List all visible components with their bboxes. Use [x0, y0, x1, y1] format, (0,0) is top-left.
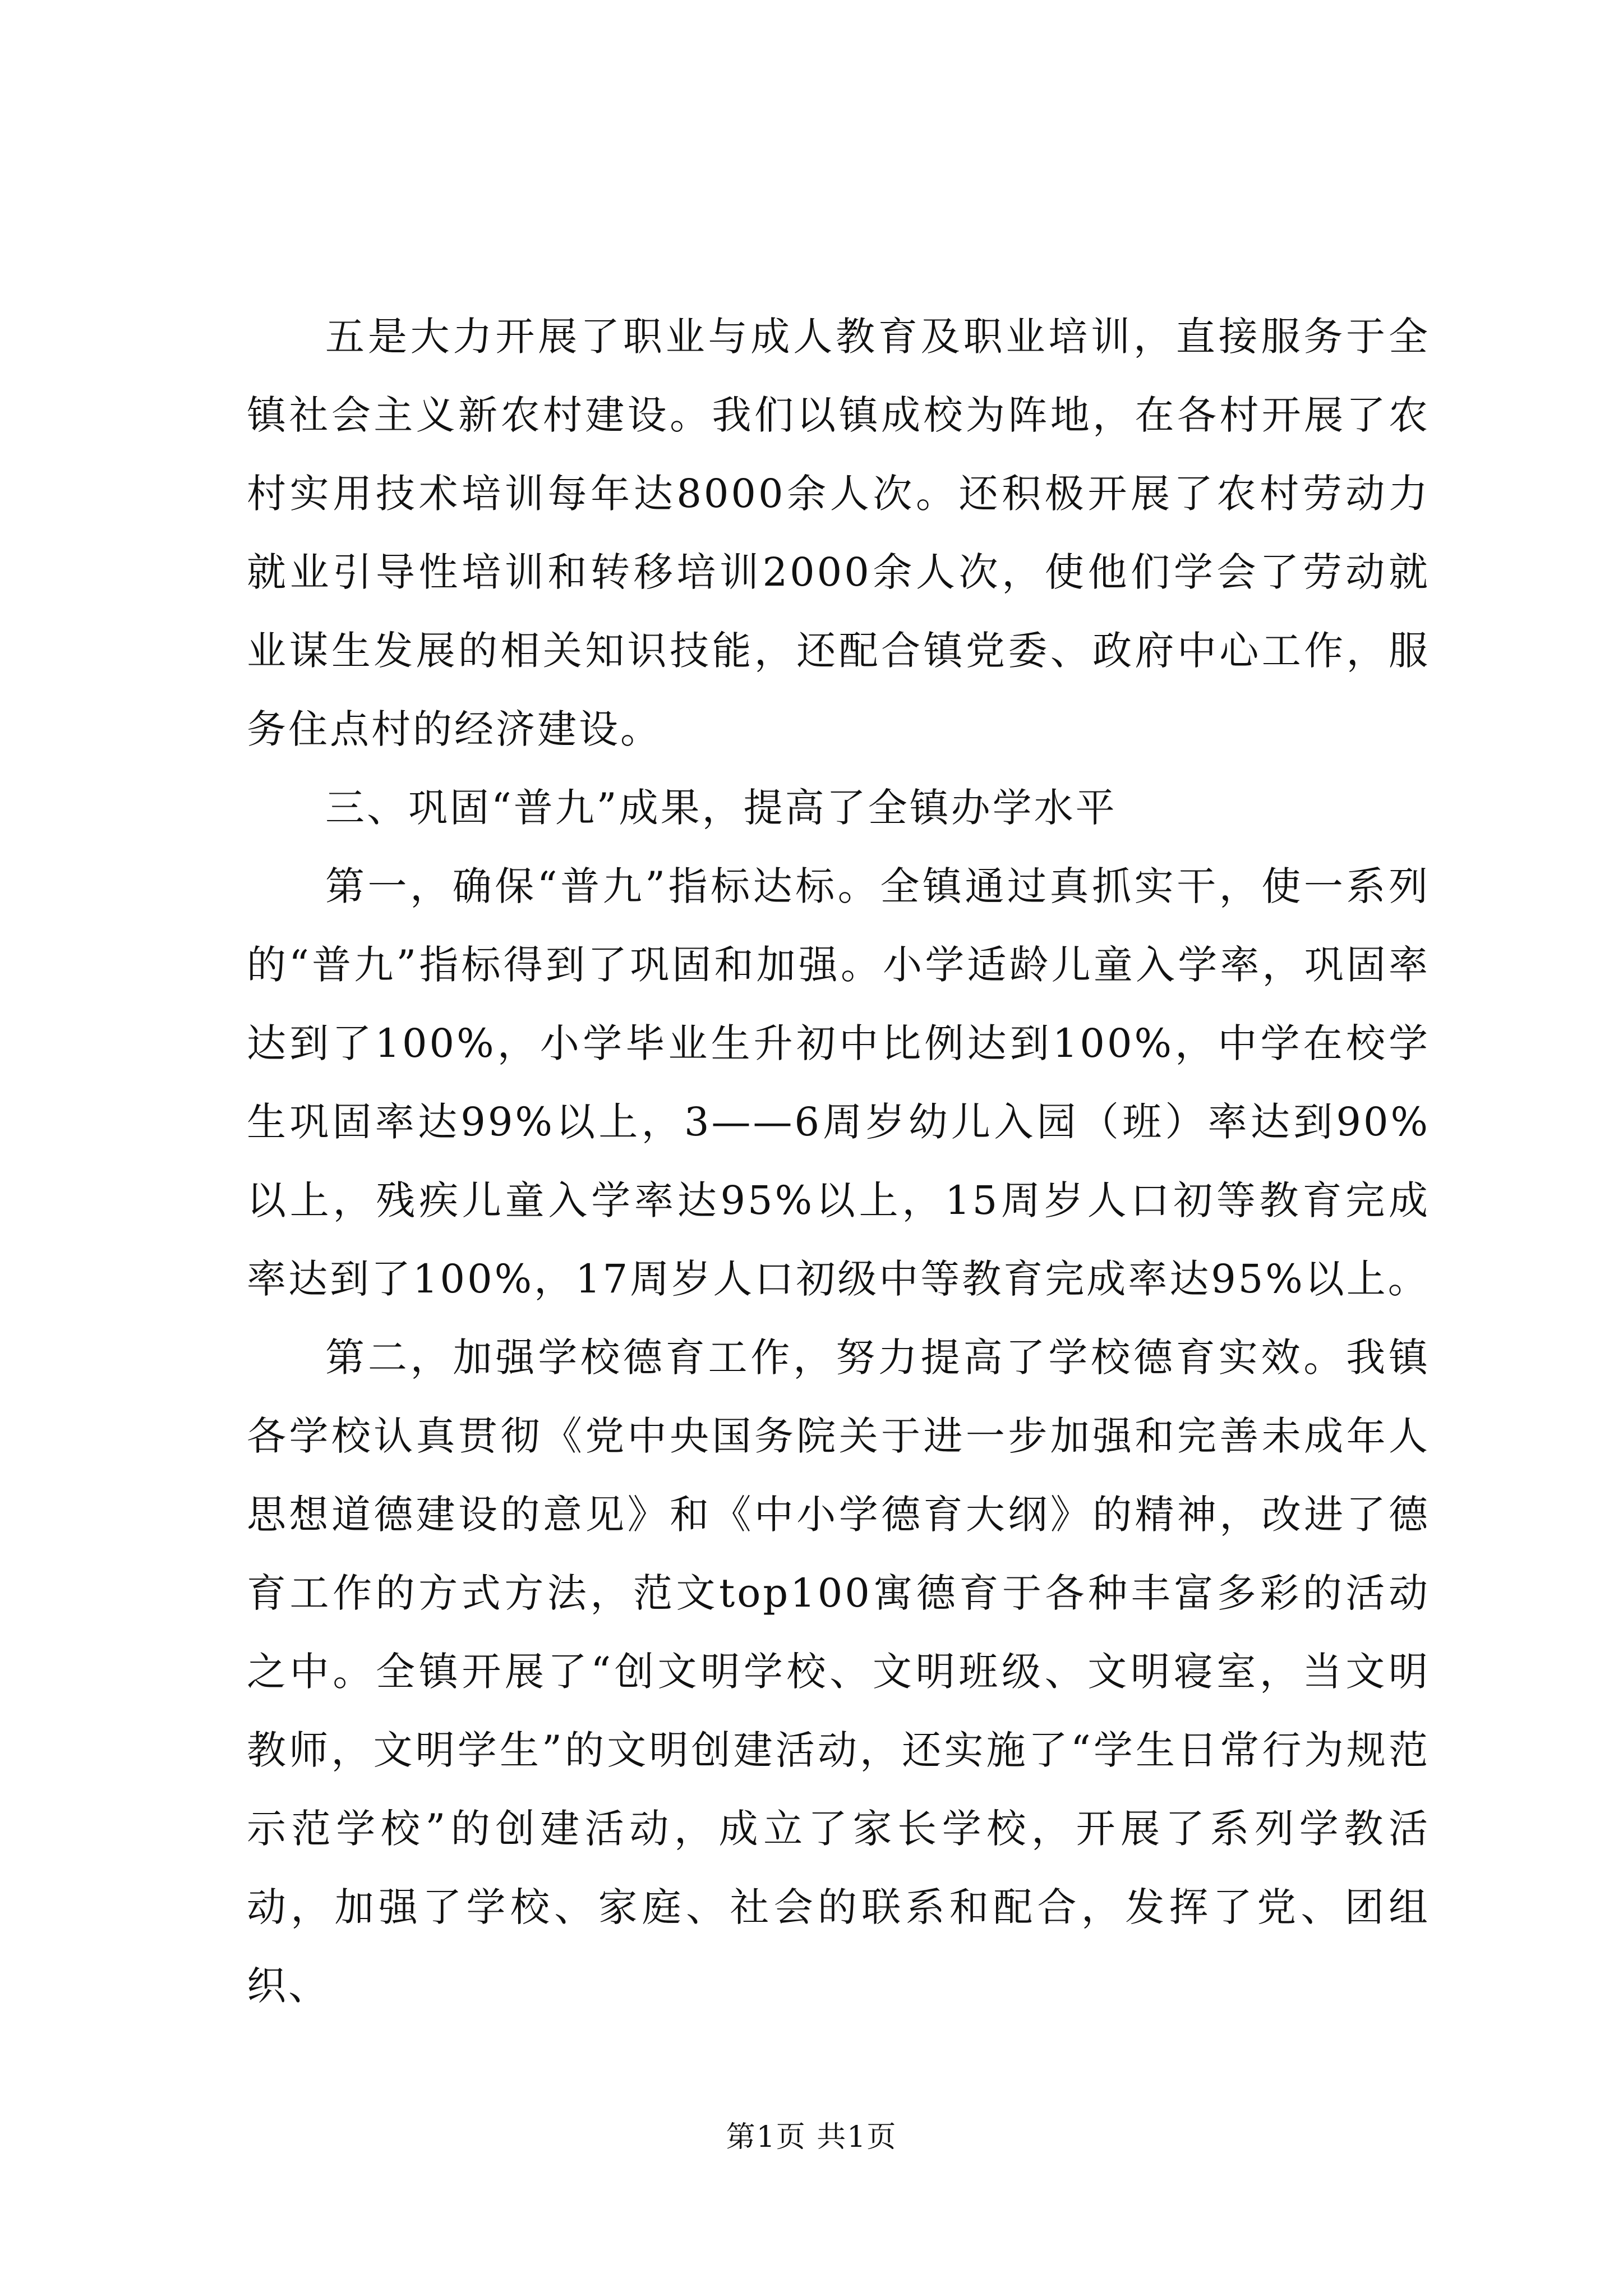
section-heading: 三、巩固“普九”成果，提高了全镇办学水平	[325, 785, 1117, 831]
paragraph-vocational-training: 五是大力开展了职业与成人教育及职业培训，直接服务于全镇社会主义新农村建设。我们以镇成校为阵地，在各村开展了农村实用技术培训每年达8000余人次。还积极开展了农村劳动力就业引导性培训和转移培训2000余人次，使他们学会了劳动就业谋生发展的相关知识技能，还配合镇党委、政府中心工作，服务住点村的经济建设。	[247, 314, 1430, 752]
page-footer: 第1页 共1页	[726, 2120, 897, 2154]
paragraph-moral-education: 第二，加强学校德育工作，努力提高了学校德育实效。我镇各学校认真贯彻《党中央国务院关于进一步加强和完善未成年人思想道德建设的意见》和《中小学德育大纲》的精神，改进了德育工作的方式方法，范文top100寓德育于各种丰富多彩的活动之中。全镇开展了“创文明学校、文明班级、文明寝室，当文明教师，文明学生”的文明创建活动，还实施了“学生日常行为规范示范学校”的创建活动，成立了家长学校，开展了系列学教活动，加强了学校、家庭、社会的联系和配合，发挥了党、团组织、	[247, 1335, 1430, 2009]
document-body	[247, 297, 1430, 2025]
paragraph-indicators: 第一，确保“普九”指标达标。全镇通过真抓实干，使一系列的“普九”指标得到了巩固和加强。小学适龄儿童入学率，巩固率达到了100%，小学毕业生升初中比例达到100%，中学在校学生巩固率达99%以上，3——6周岁幼儿入园（班）率达到90%以上，残疾儿童入学率达95%以上，15周岁人口初等教育完成率达到了100%，17周岁人口初级中等教育完成率达95%以上。	[247, 863, 1430, 1302]
